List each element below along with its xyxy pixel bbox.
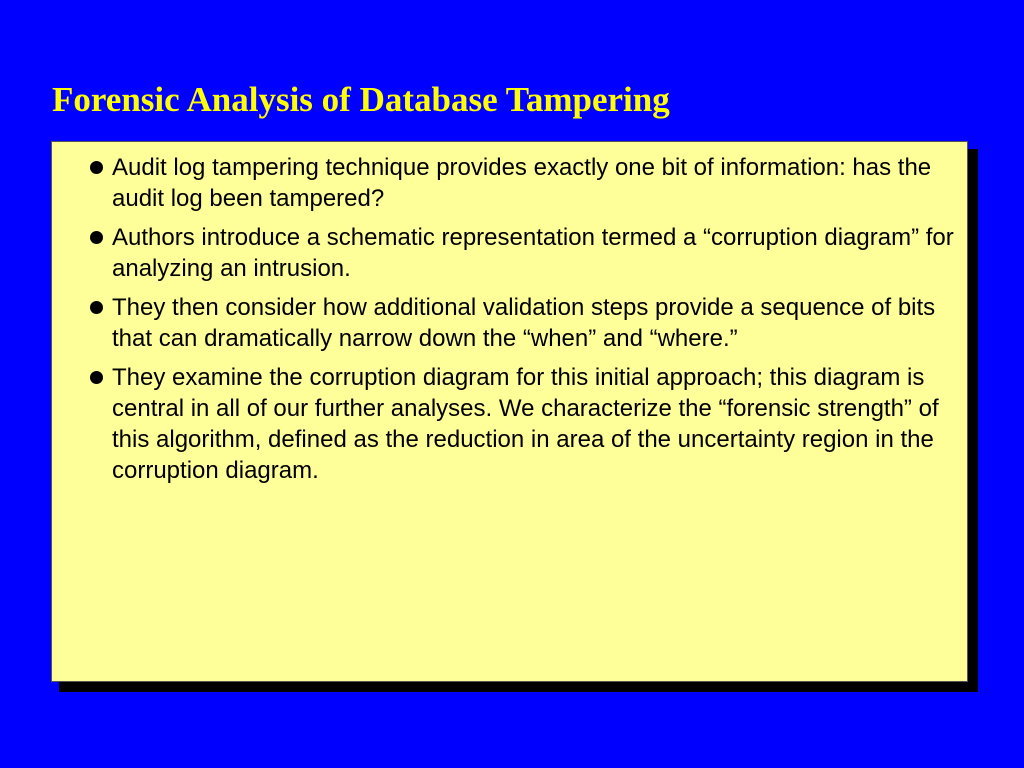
bullet-dot-icon [90, 231, 103, 244]
bullet-text: They then consider how additional validation steps provide a sequence of bits that can dramatically narrow down the “when” and “where.” [112, 294, 936, 352]
bullet-list [88, 152, 958, 494]
bullet-text: Audit log tampering technique provides exactly one bit of information: has the audit log been tampered? [112, 154, 932, 212]
bullet-item [88, 362, 958, 486]
bullet-item [88, 292, 958, 354]
bullet-item [88, 222, 958, 284]
bullet-text: Authors introduce a schematic representation termed a “corruption diagram” for analyzing an intrusion. [112, 224, 954, 282]
slide-title: Forensic Analysis of Database Tampering [52, 80, 670, 119]
bullet-dot-icon [90, 371, 103, 384]
bullet-dot-icon [90, 161, 103, 174]
content-panel [51, 141, 968, 682]
bullet-dot-icon [90, 301, 103, 314]
bullet-text: They examine the corruption diagram for this initial approach; this diagram is central in all of our further analyses. We characterize the “forensic strength” of this algorithm, defined as the reduction in area of the uncertainty region in the corruption diagram. [112, 364, 939, 484]
bullet-item [88, 152, 958, 214]
